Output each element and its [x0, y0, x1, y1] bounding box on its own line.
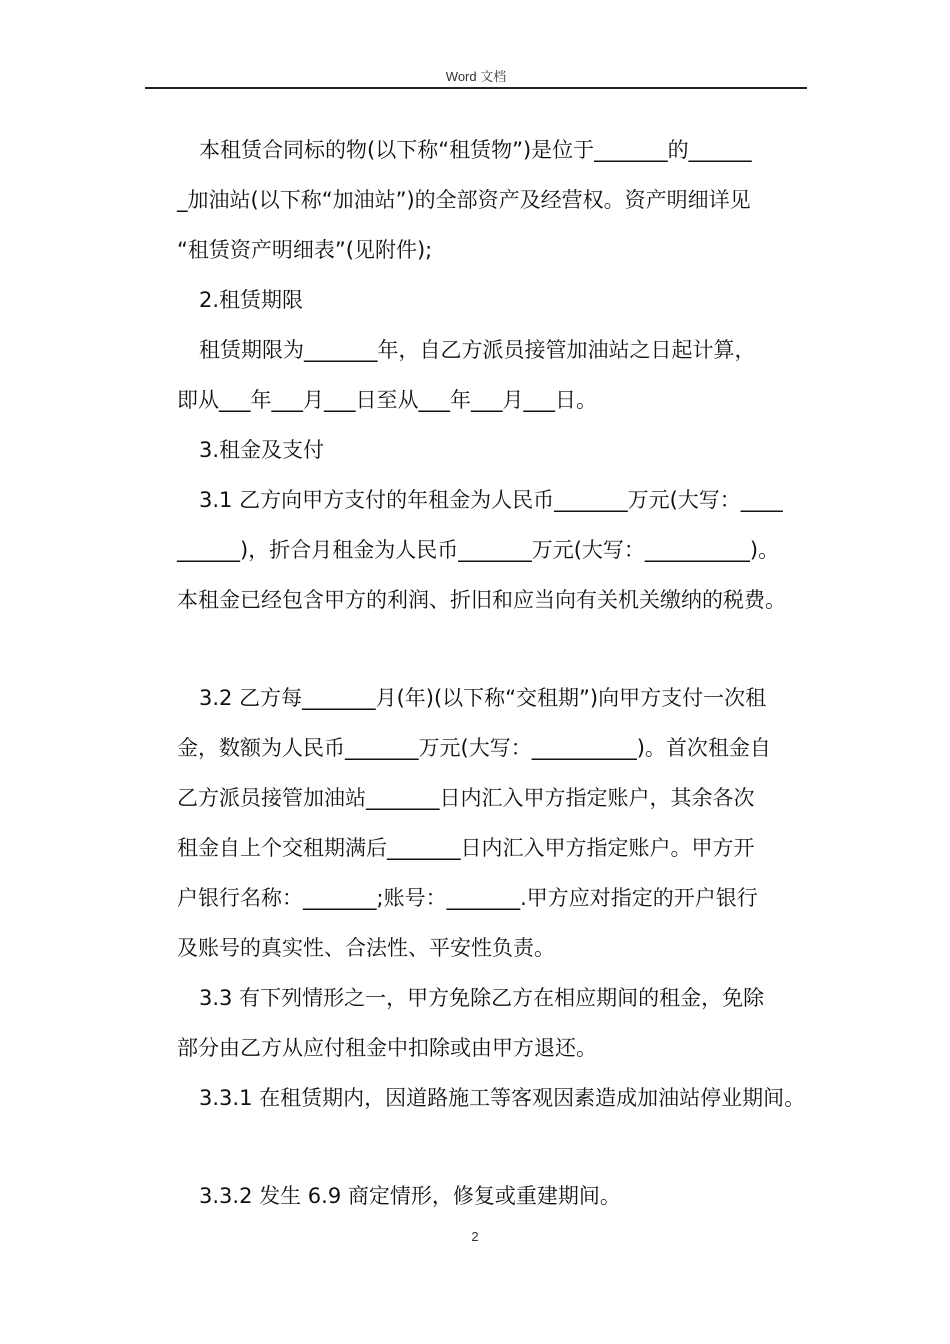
header-rule: [145, 87, 807, 89]
body-line: ______)，折合月租金为人民币_______万元(大写：__________)。: [177, 538, 780, 562]
body-line: 户银行名称：_______;账号：_______.甲方应对指定的开户银行: [177, 886, 758, 910]
body-line: 3.3 有下列情形之一，甲方免除乙方在相应期间的租金，免除: [199, 986, 765, 1010]
body-line: “租赁资产明细表”(见附件);: [177, 238, 433, 262]
body-line: 3.3.2 发生 6.9 商定情形，修复或重建期间。: [199, 1184, 621, 1208]
section-heading: 3.租金及支付: [199, 438, 325, 462]
body-line: 3.3.1 在租赁期内，因道路施工等客观因素造成加油站停业期间。: [199, 1086, 806, 1110]
body-line: 3.2 乙方每_______月(年)(以下称“交租期”)向甲方支付一次租: [199, 686, 767, 710]
body-line: 乙方派员接管加油站_______日内汇入甲方指定账户，其余各次: [177, 786, 755, 810]
body-line: 本租金已经包含甲方的利润、折旧和应当向有关机关缴纳的税费。: [177, 588, 786, 612]
page-number: 2: [471, 1229, 479, 1244]
body-line: 租金自上个交租期满后_______日内汇入甲方指定账户。甲方开: [177, 836, 755, 860]
body-line: 3.1 乙方向甲方支付的年租金为人民币_______万元(大写：____: [199, 488, 783, 512]
body-line: 及账号的真实性、合法性、平安性负责。: [177, 936, 555, 960]
body-line: 租赁期限为_______年，自乙方派员接管加油站之日起计算，: [199, 338, 756, 362]
body-line: 金，数额为人民币_______万元(大写：__________)。首次租金自: [177, 736, 771, 760]
body-line: 本租赁合同标的物(以下称“租赁物”)是位于_______的______: [199, 138, 752, 162]
page-header: Word 文档: [445, 69, 507, 84]
body-line: _加油站(以下称“加油站”)的全部资产及经营权。资产明细详见: [177, 188, 751, 212]
body-line: 即从___年___月___日至从___年___月___日。: [177, 388, 597, 412]
section-heading: 2.租赁期限: [199, 288, 304, 312]
body-line: 部分由乙方从应付租金中扣除或由甲方退还。: [177, 1036, 597, 1060]
